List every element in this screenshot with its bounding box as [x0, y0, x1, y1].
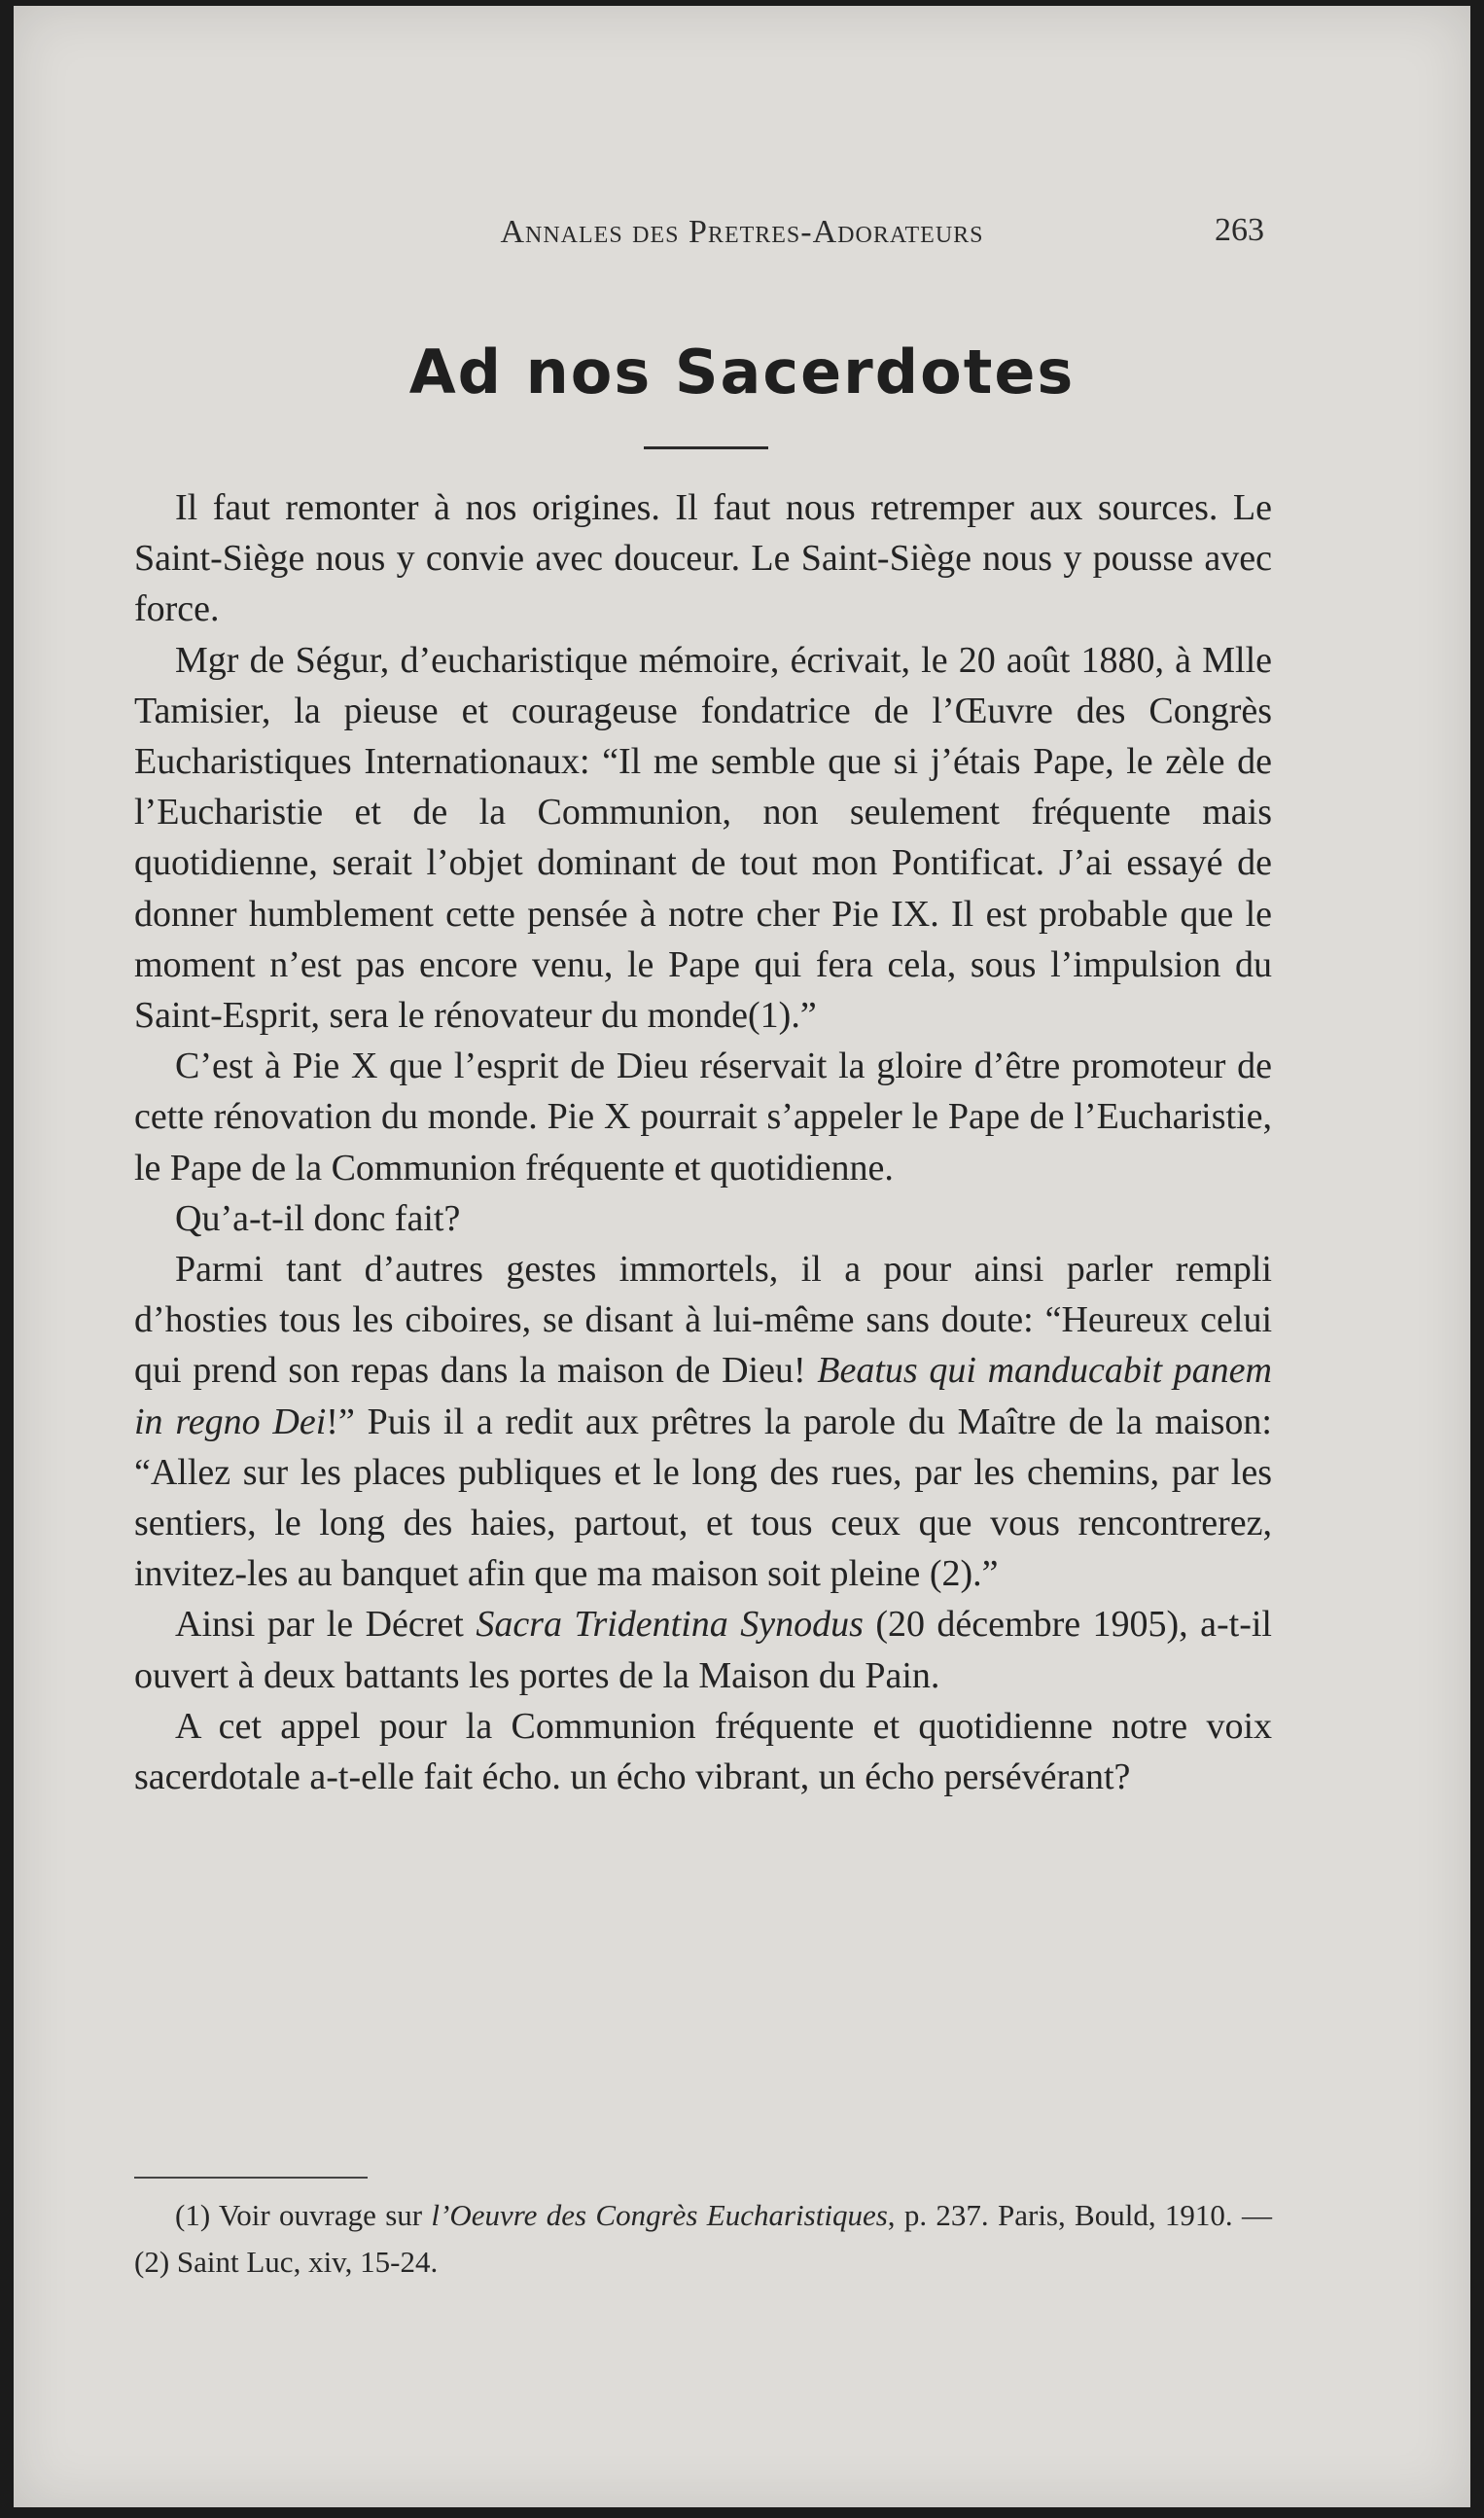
- text-span: Parmi tant d’autres gestes immortels, il a pour ainsi parler rempli d’hosties tous les ciboires, se disant à lui-même sans doute: “Heureux celui qui prend son repas dans la maison de Dieu!: [134, 1249, 1272, 1392]
- text-span: , p. 237. Paris, Bould, 1910. — (2) Saint Luc, xiv, 15-24.: [134, 2198, 1272, 2279]
- text-span: !” Puis il a redit aux prêtres la parole du Maître de la maison: “Allez sur les places publiques et le long des rues, par les chemins, par les sentiers, le long des haies, partout, et tous ceux que vous rencontrerez, invitez-les au banquet afin que ma maison soit pleine (2).”: [134, 1401, 1272, 1595]
- footnote: [134, 2192, 1272, 2286]
- text-span: (1) Voir ouvrage sur: [175, 2198, 432, 2232]
- text-span: (20 décembre 1905), a-t-il ouvert à deux battants les portes de la Maison du Pain.: [134, 1604, 1272, 1696]
- decree-title: Sacra Tridentina Synodus: [476, 1604, 864, 1646]
- footnote-work-title: l’Oeuvre des Congrès Eucharistiques: [431, 2198, 888, 2232]
- article-body: [134, 482, 1272, 1802]
- latin-quote: Beatus qui manducabit panem in regno Dei: [134, 1350, 1272, 1442]
- page-header: [14, 202, 1470, 261]
- article-title: Ad nos Sacerdotes: [408, 337, 1076, 408]
- footnotes: [134, 2192, 1272, 2286]
- running-head: Annales des Pretres-Adorateurs: [500, 214, 984, 250]
- paragraph: Il faut remonter à nos origines. Il faut nous retremper aux sources. Le Saint-Siège nous y convie avec douceur. Le Saint-Siège nous y pousse avec force.: [134, 487, 1272, 630]
- paragraph: Mgr de Ségur, d’eucharistique mémoire, écrivait, le 20 août 1880, à Mlle Tamisier, la pieuse et courageuse fondatrice de l’Œuvre des Congrès Eucharistiques Internationaux: “Il me semble que si j’étais Pape, le zèle de l’Eucharistie et de la Communion, non seulement fréquente mais quotidienne, serait l’objet dominant de tout mon Pontificat. J’ai essayé de donner humblement cette pensée à notre cher Pie IX. Il est probable que le moment n’est pas encore venu, le Pape qui fera cela, sous l’impulsion du Saint-Esprit, sera le rénovateur du monde(1).”: [134, 639, 1272, 1037]
- page-number: 263: [1215, 212, 1264, 248]
- title-rule: [644, 446, 768, 449]
- paragraph: [134, 1599, 1272, 1700]
- footnote-rule: [134, 2177, 368, 2179]
- paragraph: A cet appel pour la Communion fréquente et quotidienne notre voix sacerdotale a-t-elle fait écho. un écho vibrant, un écho persévérant?: [134, 1705, 1272, 1798]
- paragraph: C’est à Pie X que l’esprit de Dieu réservait la gloire d’être promoteur de cette rénovation du monde. Pie X pourrait s’appeler le Pape de l’Eucharistie, le Pape de la Communion fréquente et quotidienne.: [134, 1046, 1272, 1188]
- text-span: Ainsi par le Décret: [175, 1604, 477, 1646]
- book-page: [14, 6, 1470, 2507]
- paragraph: [134, 1244, 1272, 1599]
- paragraph: Qu’a-t-il donc fait?: [175, 1197, 461, 1239]
